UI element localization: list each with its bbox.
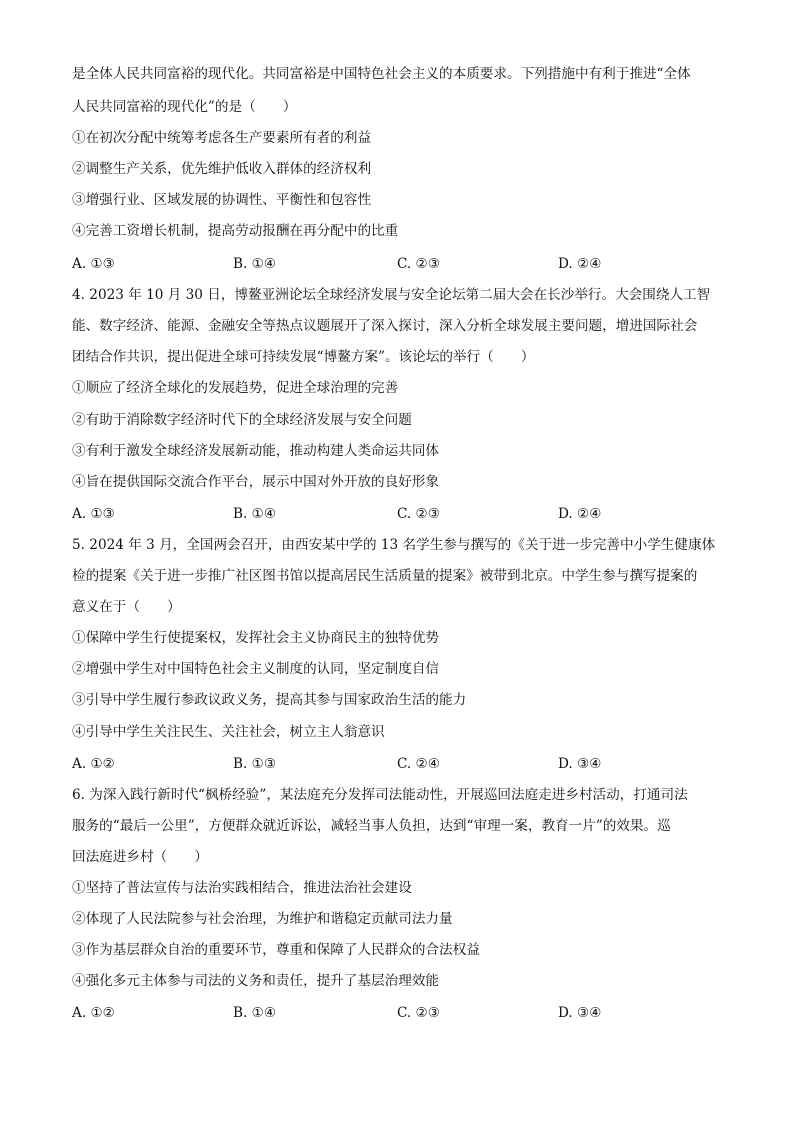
statement-item: ③引导中学生履行参政议政义务，提高其参与国家政治生活的能力	[72, 692, 467, 708]
question-stem-line: 5. 2024 年 3 月，全国两会召开，由西安某中学的 13 名学生参与撰写的《关于进一步完善中小学生健康体	[72, 537, 716, 553]
option-d: D. ③④	[558, 1005, 602, 1021]
question-stem-line: 检的提案《关于进一步推广社区图书馆以提高居民生活质量的提案》被带到北京。中学生参与撰写提案的	[72, 568, 698, 584]
statement-item: ①坚持了普法宣传与法治实践相结合，推进法治社会建设	[72, 880, 412, 896]
option-a: A. ①③	[72, 506, 115, 522]
statement-item: ①在初次分配中统筹考虑各生产要素所有者的利益	[72, 130, 372, 146]
question-stem-line: 人民共同富裕的现代化”的是（ ）	[72, 99, 297, 115]
option-a: A. ①③	[72, 256, 115, 272]
question-stem-line: 服务的“最后一公里”，方便群众就近诉讼，减轻当事人负担，达到“审理一案，教育一片”的效果。巡	[72, 818, 671, 834]
statement-item: ②体现了人民法院参与社会治理，为维护和谐稳定贡献司法力量	[72, 911, 453, 927]
option-b: B. ①④	[233, 506, 277, 522]
option-d: D. ③④	[558, 756, 602, 772]
question-stem-line: 6. 为深入践行新时代“枫桥经验”，某法庭充分发挥司法能动性，开展巡回法庭走进乡村活动，打通司法	[72, 787, 688, 803]
option-d: D. ②④	[558, 256, 602, 272]
option-a: A. ①②	[72, 1005, 115, 1021]
statement-item: ②增强中学生对中国特色社会主义制度的认同，坚定制度自信	[72, 661, 440, 677]
statement-item: ①顺应了经济全球化的发展趋势，促进全球治理的完善	[72, 380, 399, 396]
statement-item: ④引导中学生关注民生、关注社会，树立主人翁意识	[72, 724, 385, 740]
question-stem-line: 回法庭进乡村（ ）	[72, 849, 208, 865]
statement-item: ④完善工资增长机制，提高劳动报酬在再分配中的比重	[72, 223, 399, 239]
option-b: B. ①③	[233, 756, 277, 772]
statement-item: ③有利于激发全球经济发展新动能，推动构建人类命运共同体	[72, 443, 440, 459]
question-stem-line: 4. 2023 年 10 月 30 日，博鳌亚洲论坛全球经济发展与安全论坛第二届大会在长沙举行。大会围绕人工智	[72, 287, 711, 303]
question-stem-line: 团结合作共识，提出促进全球可持续发展“博鳌方案”。该论坛的举行（ ）	[72, 349, 535, 365]
question-stem-line: 是全体人民共同富裕的现代化。共同富裕是中国特色社会主义的本质要求。下列措施中有利于推进“全体	[72, 66, 691, 82]
option-c: C. ②③	[397, 1005, 440, 1021]
question-stem-line: 能、数字经济、能源、金融安全等热点议题展开了深入探讨，深入分析全球发展主要问题，增进国际社会	[72, 318, 698, 334]
option-b: B. ①④	[233, 256, 277, 272]
question-stem-line: 意义在于（ ）	[72, 599, 181, 615]
statement-item: ④强化多元主体参与司法的义务和责任，提升了基层治理效能	[72, 973, 440, 989]
option-c: C. ②③	[397, 506, 440, 522]
option-c: C. ②④	[397, 756, 440, 772]
option-b: B. ①④	[233, 1005, 277, 1021]
option-c: C. ②③	[397, 256, 440, 272]
option-d: D. ②④	[558, 506, 602, 522]
statement-item: ③作为基层群众自治的重要环节，尊重和保障了人民群众的合法权益	[72, 942, 480, 958]
statement-item: ①保障中学生行使提案权，发挥社会主义协商民主的独特优势	[72, 630, 440, 646]
statement-item: ④旨在提供国际交流合作平台，展示中国对外开放的良好形象	[72, 474, 440, 490]
statement-item: ③增强行业、区域发展的协调性、平衡性和包容性	[72, 192, 372, 208]
statement-item: ②调整生产关系，优先维护低收入群体的经济权利	[72, 161, 372, 177]
statement-item: ②有助于消除数字经济时代下的全球经济发展与安全问题	[72, 412, 412, 428]
option-a: A. ①②	[72, 756, 115, 772]
